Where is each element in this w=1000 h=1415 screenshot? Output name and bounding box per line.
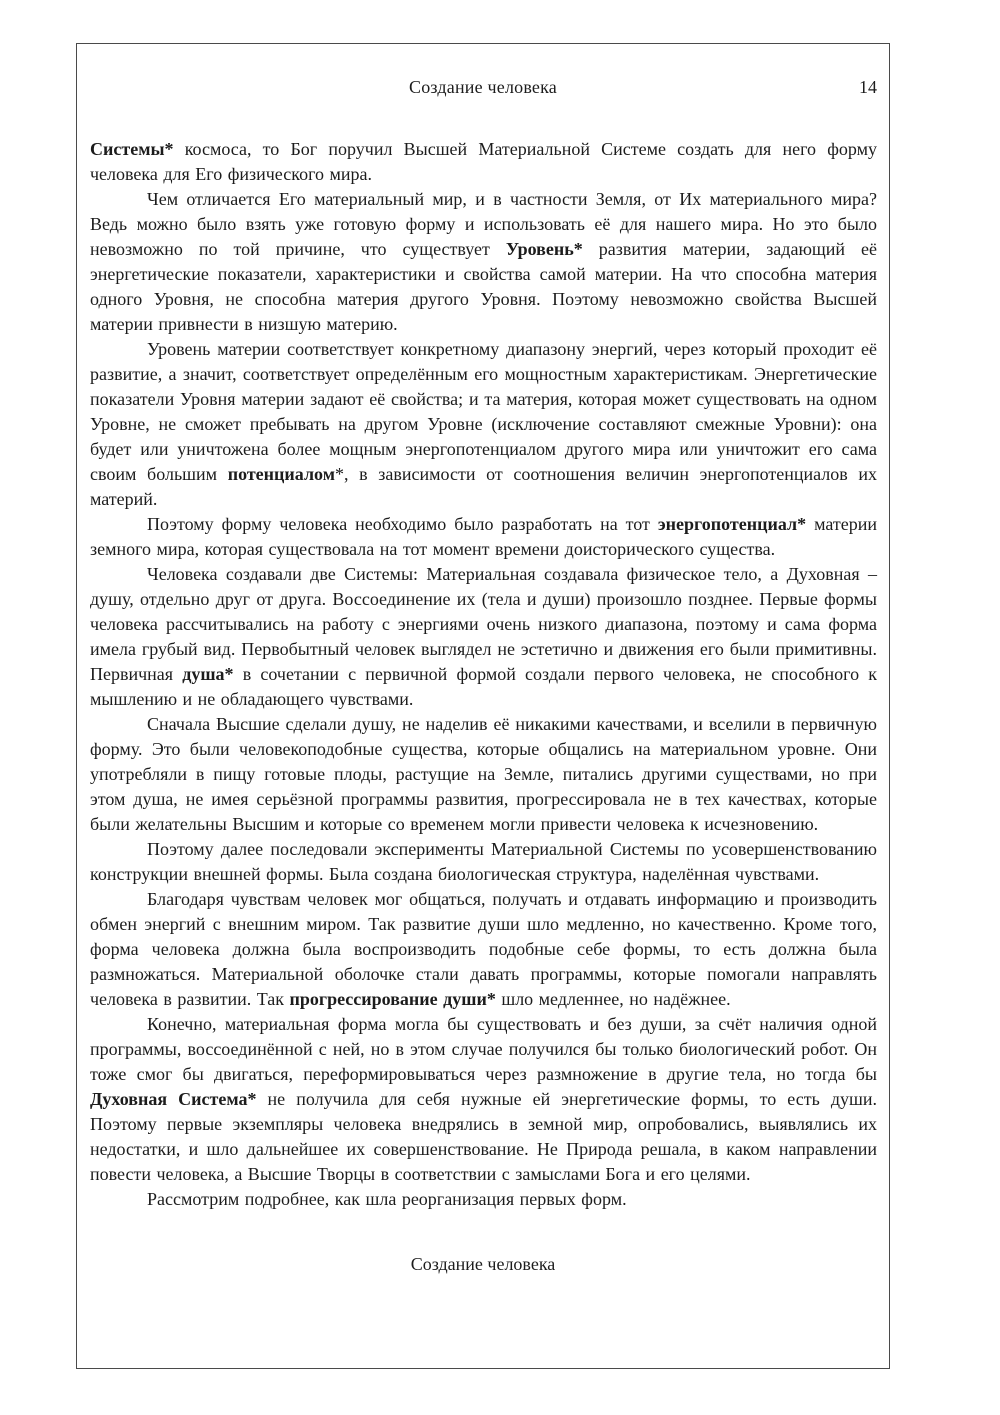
text-run: Чем отличается Его материальный мир, и в частности Земля, от Их материального мира? Ведь можно было взять уже готовую форму и использовать её для нашего мира. Но это было невозможно по той причине, что существует — [90, 189, 877, 259]
section-footer-title: Создание человека — [410, 1254, 556, 1274]
paragraph — [90, 1187, 877, 1212]
paragraph — [90, 337, 877, 512]
text-run: шло медленнее, но надёжнее. — [495, 989, 731, 1009]
term-bold: Уровень* — [505, 239, 583, 259]
document-page — [76, 43, 890, 1369]
term-bold: Духовная Система* — [90, 1089, 257, 1109]
term-bold: Системы* — [90, 139, 174, 159]
paragraph — [90, 1012, 877, 1187]
text-run: Благодаря чувствам человек мог общаться, получать и отдавать информацию и производить обмен энергий с внешним миром. Так развитие души шло медленно, но качественно. Кроме того, форма человека должна была воспроизводить подобные себе формы, то есть должна была размножаться. Материальной оболочке стали давать программы, которые помогали направлять человека в развитии. Так — [90, 889, 877, 1009]
text-run: Поэтому форму человека необходимо было разработать на тот — [147, 514, 658, 534]
term-bold: потенциалом — [227, 464, 335, 484]
text-run: Поэтому далее последовали эксперименты Материальной Системы по усовершенствованию конструкции внешней формы. Была создана биологическая структура, наделённая чувствами. — [90, 839, 877, 884]
body-text — [90, 137, 877, 1212]
text-run: Уровень материи соответствует конкретному диапазону энергий, через который проходит её развитие, а значит, соответствует определённым его мощностным характеристикам. Энергетические показатели Уровня материи задают её свойства; и та материя, которая может существовать на одном Уровне, не сможет пребывать на другом Уровне (исключение составляют смежные Уровни): она будет или уничтожена более мощным энергопотенциалом другого мира или уничтожит его сама своим большим — [90, 339, 877, 484]
text-run: материи земного мира, которая существовала на тот момент времени доисторического существа. — [90, 514, 877, 559]
paragraph — [90, 187, 877, 337]
paragraph — [90, 712, 877, 837]
text-run: в сочетании с первичной формой создали первого человека, не способного к мышлению и не обладающего чувствами. — [90, 664, 878, 709]
text-run: развития материи, задающий её энергетические показатели, характеристики и свойства самой материи. На что способна материя одного Уровня, не способна материя другого Уровня. Поэтому невозможно свойства Высшей материи привнести в низшую материю. — [90, 239, 877, 334]
term-bold: прогрессирование души* — [289, 989, 496, 1009]
term-bold: душа* — [182, 664, 234, 684]
text-run: Рассмотрим подробнее, как шла реорганизация первых форм. — [147, 1189, 627, 1209]
paragraph — [90, 137, 877, 187]
text-run: Человека создавали две Системы: Материальная создавала физическое тело, а Духовная – душу, отдельно друг от друга. Воссоединение их (тела и души) произошло позднее. Первые формы человека рассчитывались на работу с энергиями очень низкого диапазона, поэтому и сама форма имела грубый вид. Первобытный человек выглядел не эстетично и движения его были примитивны. Первичная — [90, 564, 877, 684]
paragraph — [90, 562, 877, 712]
page-header — [77, 77, 889, 99]
page-number: 14 — [859, 77, 877, 97]
paragraph — [90, 837, 877, 887]
text-run: *, в зависимости от соотношения величин энергопотенциалов их материй. — [90, 464, 878, 509]
text-run: Сначала Высшие сделали душу, не наделив её никакими качествами, и вселили в первичную форму. Это были человекоподобные существа, которые общались на материальном уровне. Они употребляли в пищу готовые плоды, растущие на Земле, питались другими существами, но при этом душа, не имея серьёзной программы развития, прогрессировала не в тех качествах, которые были желательны Высшим и которые со временем могли привести человека к исчезновению. — [90, 714, 877, 834]
term-bold: энергопотенциал* — [657, 514, 807, 534]
text-run: Конечно, материальная форма могла бы существовать и без души, за счёт наличия одной программы, воссоединённой с ней, но в этом случае получился бы только биологический робот. Он тоже смог бы двигаться, переформировываться через размножение в другие тела, но тогда бы — [90, 1014, 877, 1084]
running-header-title: Создание человека — [409, 77, 557, 97]
paragraph — [90, 512, 877, 562]
paragraph — [90, 887, 877, 1012]
text-run: космоса, то Бог поручил Высшей Материальной Системе создать для него форму человека для Его физического мира. — [90, 139, 877, 184]
text-run: не получила для себя нужные ей энергетические формы, то есть души. Поэтому первые экземпляры человека внедрялись в земной мир, опробовались, выявлялись их недостатки, и шло дальнейшее их совершенствование. Не Природа решала, в каком направлении повести человека, а Высшие Творцы в соответствии с замыслами Бога и его целями. — [90, 1089, 877, 1184]
